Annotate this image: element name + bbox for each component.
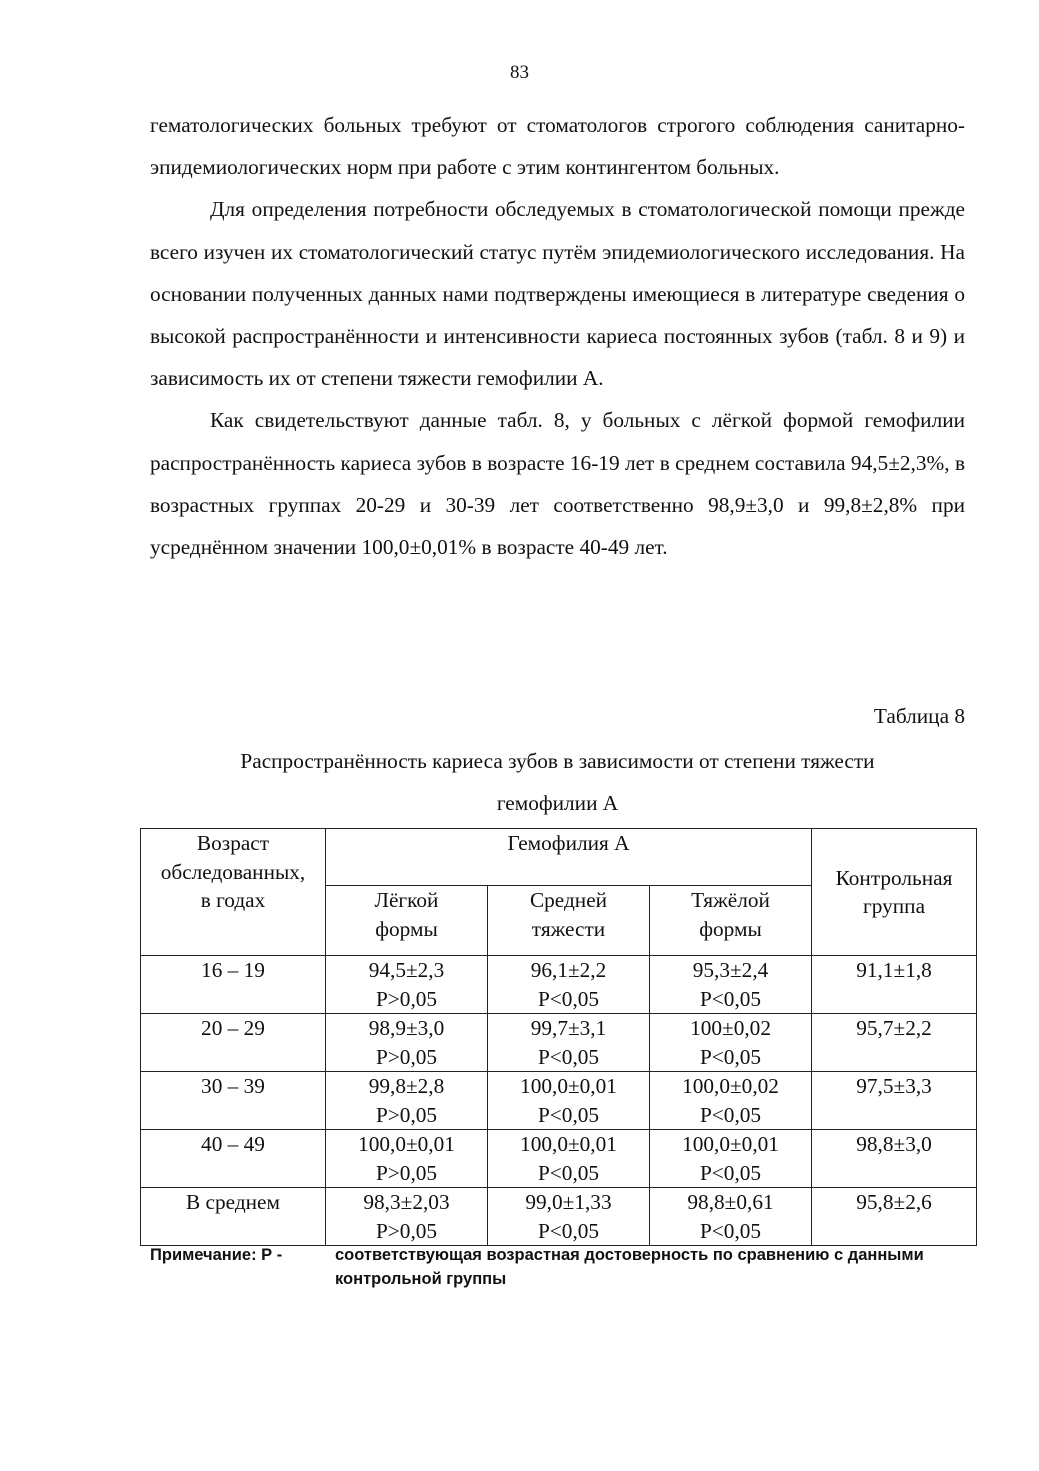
cell-light: 100,0±0,01 P>0,05	[326, 1130, 488, 1188]
caries-prevalence-table	[140, 828, 977, 1246]
cell-age: В среднем	[141, 1188, 326, 1246]
cell-medium: 100,0±0,01 P<0,05	[488, 1130, 650, 1188]
header-light-form: Лёгкой формы	[326, 886, 488, 956]
page-number: 83	[510, 62, 529, 83]
cell-control: 91,1±1,8	[812, 956, 977, 1014]
table-caption	[150, 740, 965, 824]
table-row	[141, 1188, 977, 1246]
table-row	[141, 956, 977, 1014]
cell-control: 95,8±2,6	[812, 1188, 977, 1246]
header-age: Возраст обследованных, в годах	[141, 829, 326, 956]
cell-severe: 95,3±2,4 P<0,05	[650, 956, 812, 1014]
table-caption-line-1: Распространённость кариеса зубов в зависимости от степени тяжести	[240, 749, 875, 773]
cell-medium: 96,1±2,2 P<0,05	[488, 956, 650, 1014]
note-text: соответствующая возрастная достоверность по сравнению с данными контрольной группы	[335, 1246, 924, 1288]
cell-medium: 99,0±1,33 P<0,05	[488, 1188, 650, 1246]
note-label: Примечание: Р -	[150, 1246, 283, 1264]
cell-light: 99,8±2,8 P>0,05	[326, 1072, 488, 1130]
header-control-group: Контрольная группа	[812, 829, 977, 956]
table-label: Таблица 8	[873, 704, 965, 728]
header-hemophilia-a: Гемофилия А	[326, 829, 812, 886]
cell-age: 30 – 39	[141, 1072, 326, 1130]
header-severe-form: Тяжёлой формы	[650, 886, 812, 956]
table-row	[141, 1130, 977, 1188]
cell-control: 97,5±3,3	[812, 1072, 977, 1130]
cell-light: 98,3±2,03 P>0,05	[326, 1188, 488, 1246]
cell-control: 98,8±3,0	[812, 1130, 977, 1188]
cell-severe: 100,0±0,01 P<0,05	[650, 1130, 812, 1188]
cell-age: 16 – 19	[141, 956, 326, 1014]
cell-light: 94,5±2,3 P>0,05	[326, 956, 488, 1014]
cell-severe: 100±0,02 P<0,05	[650, 1014, 812, 1072]
cell-age: 40 – 49	[141, 1130, 326, 1188]
cell-medium: 100,0±0,01 P<0,05	[488, 1072, 650, 1130]
table-row	[141, 1014, 977, 1072]
table-caption-line-2: гемофилии А	[496, 791, 619, 815]
cell-severe: 100,0±0,02 P<0,05	[650, 1072, 812, 1130]
paragraph-1: гематологических больных требуют от стоматологов строгого соблюдения санитарно-эпидемиологических норм при работе с этим контингентом больных.	[150, 113, 965, 180]
header-medium-severity: Средней тяжести	[488, 886, 650, 956]
table-row	[141, 1072, 977, 1130]
cell-age: 20 – 29	[141, 1014, 326, 1072]
body-text	[150, 104, 965, 568]
cell-medium: 99,7±3,1 P<0,05	[488, 1014, 650, 1072]
paragraph-3: Как свидетельствуют данные табл. 8, у больных с лёгкой формой гемофилии распространённость кариеса зубов в возрасте 16-19 лет в среднем составила 94,5±2,3%, в возрастных группах 20-29 и 30-39 лет соответственно 98,9±3,0 и 99,8±2,8% при усреднённом значении 100,0±0,01% в возрасте 40-49 лет.	[150, 408, 965, 560]
cell-light: 98,9±3,0 P>0,05	[326, 1014, 488, 1072]
cell-severe: 98,8±0,61 P<0,05	[650, 1188, 812, 1246]
table-header-row-1	[141, 829, 977, 886]
cell-control: 95,7±2,2	[812, 1014, 977, 1072]
paragraph-2: Для определения потребности обследуемых в стоматологической помощи прежде всего изучен их стоматологический статус путём эпидемиологического исследования. На основании полученных данных нами подтверждены имеющиеся в литературе сведения о высокой распространённости и интенсивности кариеса постоянных зубов (табл. 8 и 9) и зависимость их от степени тяжести гемофилии А.	[150, 197, 965, 391]
